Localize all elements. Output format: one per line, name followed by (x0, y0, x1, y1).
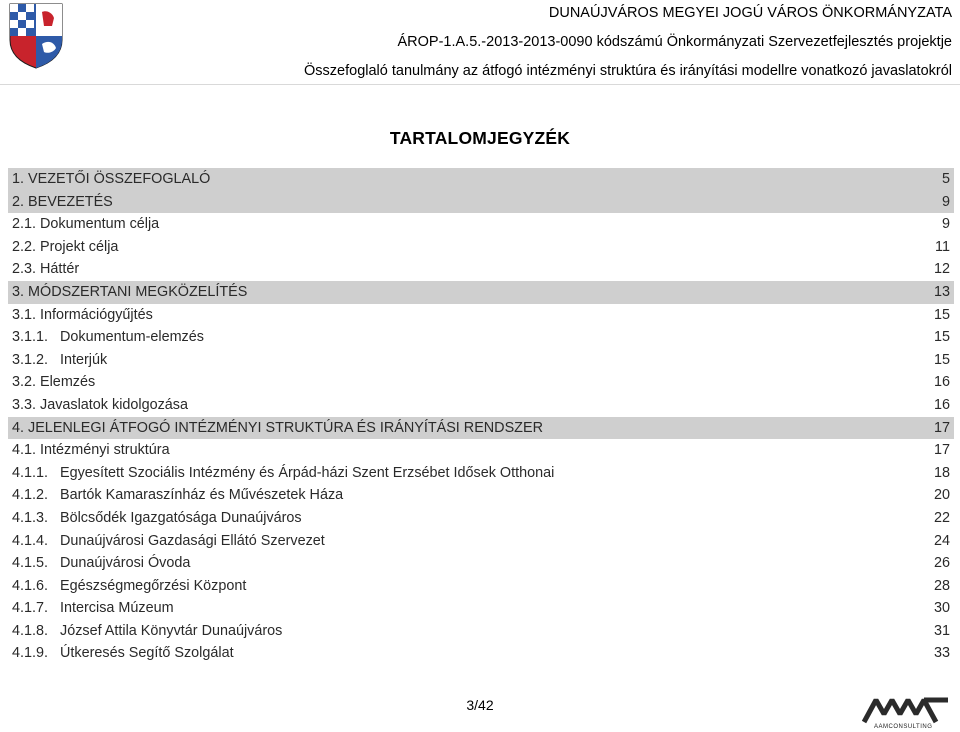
toc-entry-title: VEZETŐI ÖSSZEFOGLALÓ (28, 171, 211, 187)
toc-entry-title: Interjúk (60, 351, 108, 368)
toc-entry-number: 2. (12, 193, 25, 210)
toc-entry-page: 16 (933, 396, 950, 413)
toc-entry-title: Háttér (40, 261, 80, 278)
toc-entry[interactable] (8, 575, 954, 598)
toc-entry-page: 20 (933, 487, 950, 504)
toc-entry-page: 15 (933, 306, 950, 323)
header-document-title: Összefoglaló tanulmány az átfogó intézményi struktúra és irányítási modellre vonatkozó javaslatokról (304, 63, 952, 79)
toc-entry[interactable] (8, 304, 954, 327)
toc-entry-page: 13 (933, 283, 950, 300)
toc-entry-title: Intercisa Múzeum (60, 600, 174, 617)
toc-entry-title: JELENLEGI ÁTFOGÓ INTÉZMÉNYI STRUKTÚRA ÉS IRÁNYÍTÁSI RENDSZER (28, 419, 543, 436)
toc-entry-number: 3.1.2. (12, 351, 49, 368)
toc-entry[interactable] (8, 620, 954, 643)
toc-entry-number: 4.1.5. (12, 555, 49, 572)
toc-entry[interactable] (8, 191, 954, 214)
toc-entry-title: MÓDSZERTANI MEGKÖZELÍTÉS (28, 283, 248, 300)
toc-entry-page: 24 (933, 532, 950, 549)
toc-entry[interactable] (8, 213, 954, 236)
toc-entry-title: Egyesített Szociális Intézmény és Árpád-házi Szent Erzsébet Idősek Otthonai (60, 464, 555, 481)
toc-entry-title: Bölcsődék Igazgatósága Dunaújváros (60, 509, 302, 526)
toc-entry-page: 9 (941, 216, 950, 233)
toc-entry-page: 22 (933, 509, 950, 526)
toc-entry[interactable] (8, 236, 954, 259)
toc-entry-title: Elemzés (40, 374, 96, 391)
toc-entry[interactable] (8, 281, 954, 304)
toc-entry-page: 17 (933, 419, 950, 436)
toc-entry[interactable] (8, 552, 954, 575)
toc-entry-title: Dokumentum-elemzés (60, 329, 204, 346)
toc-entry-title: Egészségmegőrzési Központ (60, 577, 247, 594)
toc-entry-title: Bartók Kamaraszínház és Művészetek Háza (60, 487, 344, 504)
toc-entry-page: 15 (933, 329, 950, 346)
toc-entry[interactable] (8, 439, 954, 462)
header-organization: DUNAÚJVÁROS MEGYEI JOGÚ VÁROS ÖNKORMÁNYZATA (548, 5, 952, 21)
logo-wordmark: AAMCONSULTING (874, 724, 933, 730)
toc-entry-title: Útkeresés Segítő Szolgálat (60, 645, 234, 662)
toc-entry-page: 16 (933, 374, 950, 391)
toc-entry-number: 3.1. (12, 306, 37, 323)
toc-entry-page: 31 (933, 622, 950, 639)
toc-entry-title: Dunaújvárosi Gazdasági Ellátó Szervezet (60, 532, 325, 549)
toc-entry-number: 4.1.6. (12, 577, 49, 594)
toc-entry-number: 3.1.1. (12, 329, 49, 346)
toc-entry[interactable] (8, 371, 954, 394)
toc-entry-title: József Attila Könyvtár Dunaújváros (60, 622, 283, 639)
toc-entry-page: 9 (941, 193, 950, 210)
header-project-code: ÁROP-1.A.5.-2013-2013-0090 kódszámú Önkormányzati Szervezetfejlesztés projektje (397, 34, 952, 50)
toc-entry[interactable] (8, 394, 954, 417)
toc-entry-page: 18 (933, 464, 950, 481)
toc-entry-page: 17 (933, 442, 950, 459)
toc-entry[interactable] (8, 484, 954, 507)
toc-entry-number: 2.1. (12, 216, 37, 233)
toc-entry-number: 2.3. (12, 261, 37, 278)
toc-entry-number: 4.1.8. (12, 622, 49, 639)
toc-entry-number: 4.1.9. (12, 645, 49, 662)
toc-entry-number: 3. (12, 283, 25, 300)
toc-entry-title: Információgyűjtés (40, 306, 153, 323)
table-of-contents (8, 168, 954, 665)
toc-entry-title: Dunaújvárosi Óvoda (60, 555, 191, 572)
page-title: TARTALOMJEGYZÉK (389, 128, 571, 148)
toc-entry[interactable] (8, 597, 954, 620)
toc-entry-number: 4.1.7. (12, 600, 49, 617)
toc-entry-page: 28 (933, 577, 950, 594)
toc-entry-page: 30 (933, 600, 950, 617)
toc-entry[interactable] (8, 530, 954, 553)
toc-entry[interactable] (8, 507, 954, 530)
toc-entry-page: 5 (941, 171, 950, 187)
toc-entry-number: 4.1. (12, 442, 37, 459)
toc-entry-page: 11 (935, 238, 950, 255)
toc-entry-number: 1. (12, 171, 25, 187)
toc-entry[interactable] (8, 417, 954, 440)
toc-entry-title: BEVEZETÉS (28, 193, 113, 210)
toc-entry[interactable] (8, 642, 954, 665)
aam-consulting-logo-icon (862, 692, 950, 728)
toc-entry[interactable] (8, 258, 954, 281)
toc-entry-number: 4.1.3. (12, 509, 49, 526)
toc-entry-title: Dokumentum célja (40, 216, 160, 233)
toc-entry-page: 26 (933, 555, 950, 572)
toc-entry[interactable] (8, 462, 954, 485)
toc-entry[interactable] (8, 326, 954, 349)
header-divider (0, 84, 960, 85)
toc-entry-number: 2.2. (12, 238, 37, 255)
toc-entry-number: 4. (12, 419, 25, 436)
page-number: 3/42 (466, 697, 494, 713)
toc-entry-page: 15 (933, 351, 950, 368)
toc-entry-page: 33 (933, 645, 950, 662)
toc-entry[interactable] (8, 168, 954, 191)
toc-entry-number: 3.2. (12, 374, 37, 391)
toc-entry-number: 4.1.2. (12, 487, 49, 504)
toc-entry-title: Intézményi struktúra (40, 442, 170, 459)
toc-entry[interactable] (8, 349, 954, 372)
toc-entry-title: Javaslatok kidolgozása (40, 396, 189, 413)
toc-entry-number: 4.1.1. (12, 464, 49, 481)
toc-entry-number: 4.1.4. (12, 532, 49, 549)
toc-entry-page: 12 (933, 261, 950, 278)
toc-entry-title: Projekt célja (40, 238, 119, 255)
toc-entry-number: 3.3. (12, 396, 37, 413)
city-crest-icon (8, 2, 64, 70)
